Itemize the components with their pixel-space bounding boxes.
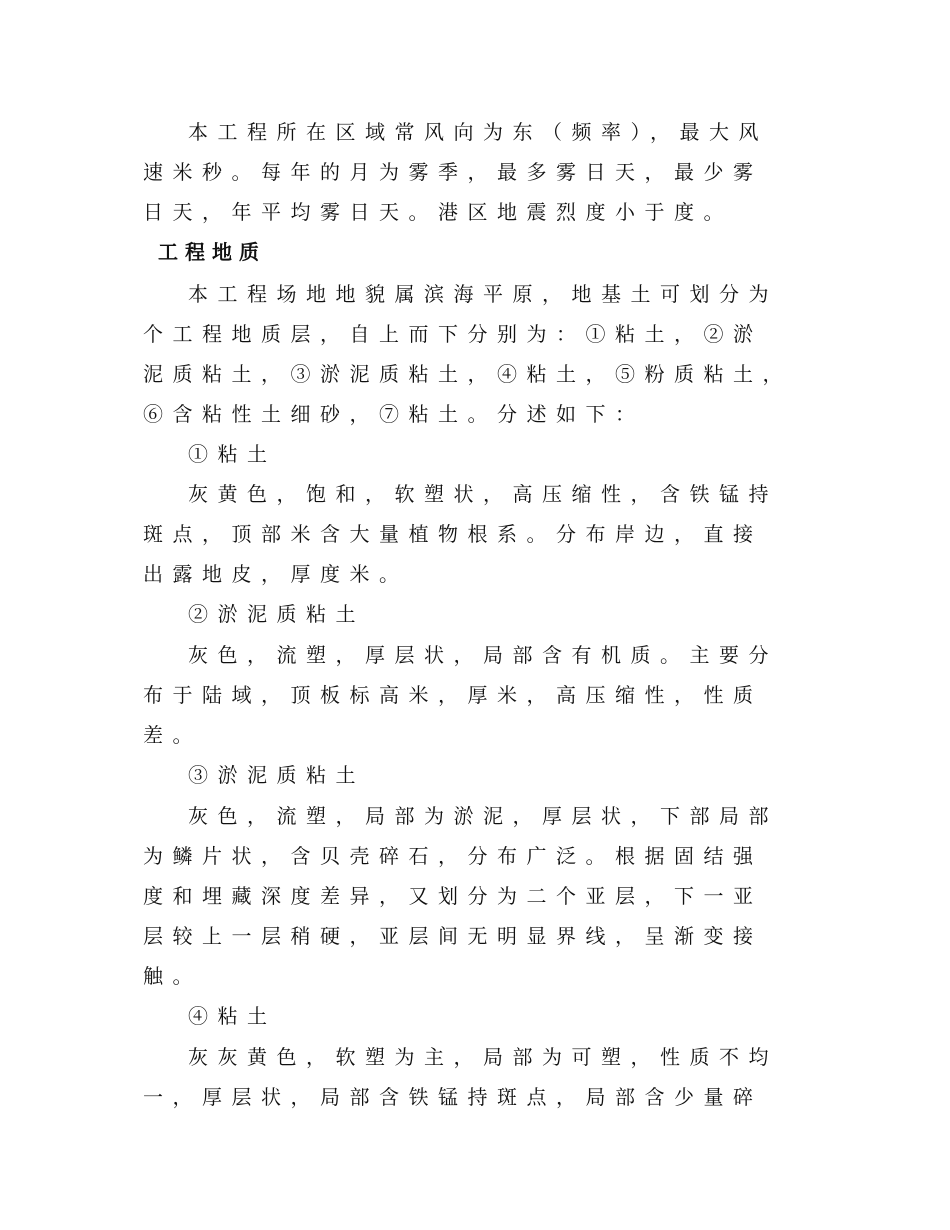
paragraph-line: 灰灰黄色，软塑为主，局部为可塑，性质不均 (188, 1045, 778, 1069)
subsection-title: ②淤泥质粘土 (188, 602, 365, 626)
paragraph-line: 层较上一层稍硬，亚层间无明显界线，呈渐变接 (143, 924, 763, 948)
paragraph-line: 触。 (143, 964, 202, 988)
paragraph-line: 速米秒。每年的月为雾季，最多雾日天，最少雾 (143, 160, 763, 184)
paragraph-line: 本工程所在区域常风向为东（频率），最大风 (188, 120, 768, 144)
paragraph-line: 灰色，流塑，局部为淤泥，厚层状，下部局部 (188, 804, 778, 828)
subsection-title: ①粘土 (188, 442, 277, 466)
paragraph-line: 一，厚层状，局部含铁锰持斑点，局部含少量碎 (143, 1085, 763, 1109)
paragraph-line: 日天，年平均雾日天。港区地震烈度小于度。 (143, 200, 733, 224)
paragraph-line: 差。 (143, 723, 202, 747)
paragraph-line: 灰色，流塑，厚层状，局部含有机质。主要分 (188, 643, 778, 667)
paragraph-line: 斑点，顶部米含大量植物根系。分布岸边，直接 (143, 522, 763, 546)
paragraph-line: 泥质粘土，③淤泥质粘土，④粘土，⑤粉质粘土， (143, 362, 792, 386)
paragraph-line: ⑥含粘性土细砂，⑦粘土。分述如下： (143, 402, 645, 426)
paragraph-line: 出露地皮，厚度米。 (143, 562, 409, 586)
paragraph-line: 个工程地质层，自上而下分别为：①粘土，②淤 (143, 322, 763, 346)
paragraph-line: 本工程场地地貌属滨海平原，地基土可划分为 (188, 282, 778, 306)
paragraph-line: 为鳞片状，含贝壳碎石，分布广泛。根据固结强 (143, 844, 763, 868)
paragraph-line: 布于陆域，顶板标高米，厚米，高压缩性，性质 (143, 683, 763, 707)
subsection-title: ③淤泥质粘土 (188, 763, 365, 787)
section-heading: 工程地质 (158, 240, 266, 264)
subsection-title: ④粘土 (188, 1004, 277, 1028)
paragraph-line: 度和埋藏深度差异，又划分为二个亚层，下一亚 (143, 884, 763, 908)
paragraph-line: 灰黄色，饱和，软塑状，高压缩性，含铁锰持 (188, 482, 778, 506)
